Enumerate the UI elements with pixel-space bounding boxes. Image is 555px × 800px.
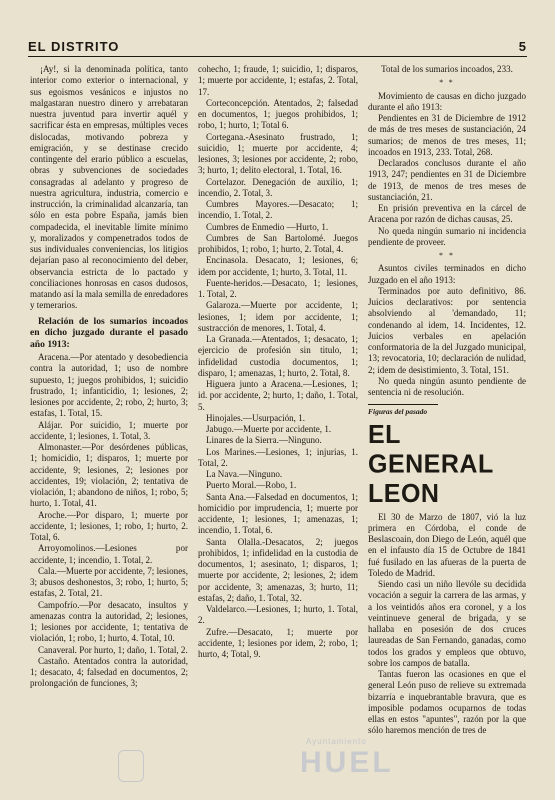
column-2 <box>198 64 358 784</box>
header-rule <box>28 56 527 57</box>
asterism: * * <box>439 78 455 88</box>
list-item: cohecho, 1; fraude, 1; suicidio, 1; disparos, 1; muerte por accidente, 1; estafas, 2. Total, 17. <box>198 64 358 97</box>
list-item: Valdelarco.—Lesiones, 1; hurto, 1. Total, 2. <box>198 604 358 626</box>
asterism: * * <box>439 251 455 260</box>
page-number: 5 <box>518 39 527 54</box>
section-label: Figuras del pasado <box>368 404 438 417</box>
list-item: Campofrío.—Por desacato, insultos y amenazas contra la autoridad, 2; lesiones, 1; lesiones por accidente, 1; tentativa de violación, 1; robo, 1; hurto, 4. Total, 10. <box>30 599 188 644</box>
list-item: Puerto Moral.—Robo, 1. <box>206 480 297 491</box>
list-item: Galaroza.—Muerte por accidente, 1; lesiones, 1; idem por accidente, 1; sustracción de menores, 1. Total, 4. <box>198 300 358 333</box>
list-item: Arroyomolinos.—Lesiones por accidente, 1; incendio, 1. Total, 2. <box>30 543 188 565</box>
paragraph: Pendientes en 31 de Diciembre de 1912 de más de tres meses de sustanciación, 24 sumarios; de menos de tres meses, 11; incoados en 1913, 233. Total, 268. <box>368 113 526 157</box>
page-header <box>28 36 527 54</box>
watermark-text: HUEL <box>300 746 394 779</box>
list-item: Linares de la Sierra.—Ninguno. <box>206 435 322 446</box>
paragraph: En prisión preventiva en la cárcel de Aracena por razón de dichas causas, 25. <box>368 203 526 225</box>
intro-paragraph: ¡Ay!, si la denominada política, tanto interior como exterior o internacional, y sus egoismos vesánicos e injustos no malgastaran nuestro dinero y arrebataran nuestra juventud para invertir aquél y sacrificar ésta en empresas, múltiples veces dislocadas, motivando pobreza y emigración, y se destinase crecido contingente del erario público a escuelas, obras y subvenciones de sociedades consagradas al adelanto y progreso de nuestra agricultura, industria, comercio e instrucción, la criminalidad alcanzaría, tan sólo en esta pobre España, jamás bien compadecida, el inevitable límite mínimo y, moralizados y compenetrados todos de sus individuales conveniencias, los litigios dejarían paso al reconocimiento del deber, observancia estricta de lo pactado y conciliaciones honrosas en casos dudosos, matando así la mala semilla de enredadores y temerarios. <box>30 64 188 311</box>
newspaper-title: EL DISTRITO <box>28 39 120 54</box>
list-item: La Nava.—Ninguno. <box>206 469 283 479</box>
paragraph: Declarados conclusos durante el año 1913, 247; pendientes en 31 de Diciembre de 1913, de menos de tres meses de sustanciación, 21. <box>368 158 526 202</box>
list-item: Cortegana.-Asesinato frustrado, 1; suicidio, 1; muerte por accidente, 4; lesiones, 3; lesiones por accidente, 2; robo, 3; hurto, 1; delito electoral, 1. Total, 16. <box>198 131 358 176</box>
list-item: Santa Olalla.-Desacatos, 2; juegos prohibidos, 1; infidelidad en la custodia de documentos, 1; asesinato, 1; disparos, 1; muerte por accidente, 2; lesiones, 2; idem por accidente, 3; amenazas, 3; hurto, 11; estafas, 2; daño, 1. Total, 32. <box>198 536 358 603</box>
list-item: Canaveral. Por hurto, 1; daño, 1. Total, 2. <box>38 644 188 655</box>
list-item: Cortelazor. Denegación de auxilio, 1; incendio, 2. Total, 3. <box>198 176 358 198</box>
total-sumarios: Total de los sumarios incoados, 233. <box>381 64 513 74</box>
paragraph: No queda ningún asunto pendiente de sentencia ni de resolución. <box>368 375 526 397</box>
list-item: Jabugo.—Muerte por accidente, 1. <box>206 424 332 434</box>
list-item: Cala.—Muerte por accidente, 7; lesiones, 3; abusos deshonestos, 3; robo, 1; hurto, 5; estafas, 2. Total, 21. <box>30 565 188 599</box>
paragraph: El 30 de Marzo de 1807, vió la luz primera en Córdoba, el conde de Beslascoain, don Diego de León, aquél que en el infausto día 15 de Octubre de 1841 fué fusilado en las afueras de la puerta de Toledo de Madrid. <box>368 511 526 578</box>
list-item: Almonaster.—Por desórdenes públicas, 1; homicidio, 1; disparos, 1; muerte por accidente, 9; lesiones, 2; lesiones por accidentes, 19; violación, 2; tentativa de violación, 1; abandono de niños, 1; robo, 5; hurto, 1. Total, 41. <box>30 442 188 509</box>
list-item: Aracena.—Por atentado y desobediencia contra la autoridad, 1; uso de nombre supuesto, 1; juegos prohibidos, 1; suicidio frustrado, 1; infanticidio, 1; lesiones, 2; lesiones por accidente, 2; robo, 2; hurto, 3; estafas, 1. Total, 15. <box>30 352 188 419</box>
article-title: EL GENERAL LEON <box>368 419 494 508</box>
paragraph: Terminados por auto definitivo, 86. Juicios declarativos: por sentencia absolviendo al 'demandado, 11; condenando al idem, 14. Incidentes, 12. Juicios verbales en apelación conformatoria de la del Juzgado municipal, 13; revocatoria, 10; declaración de nulidad, 2; idem de desistimiento, 3. Total, 151. <box>368 285 526 375</box>
paragraph: Siendo casi un niño llevóle su decidida vocación a seguir la carrera de las armas, y a los veintidós años era coronel, y a los veintinueve general de brigada, y se hallaba en posesión de dos cruces laureadas de San Fernando, ganadas, como todos los grados y empleos que obtuvo, sobre los campos de batalla. <box>368 579 526 668</box>
list-item: Cumbres de San Bartolomé. Juegos prohibidos, 1; robo, 1; hurto, 2. Total, 4. <box>198 232 358 254</box>
list-item: La Granada.—Atentados, 1; desacato, 1; ejercicio de profesión sin titulo, 1; infidelidad custodia documentos, 1; disparo, 1; amenazas, 1; hurto, 2. Total, 8. <box>198 334 358 378</box>
list-item: Corteconcepción. Atentados, 2; falsedad en documentos, 1; juegos prohibidos, 1; robo, 1; hurto, 1; Total 6. <box>198 97 358 131</box>
list-item: Fuente-heridos.—Desacato, 1; lesiones, 1. Total, 2. <box>198 277 358 299</box>
list-item: Cumbres Mayores.—Desacato; 1; incendio, 1. Total, 2. <box>198 199 358 221</box>
list-item: Los Marines.—Lesiones, 1; injurias, 1. Total, 2. <box>198 446 358 468</box>
paragraph: No queda ningún sumario ni incidencia pendiente de proveer. <box>368 225 526 247</box>
watermark-text-small: Ayuntamiento <box>306 737 367 746</box>
list-item: Aroche.—Por disparo, 1; muerte por accidente, 1; lesiones, 1; robo, 1; hurto, 2. Total, 6. <box>30 509 188 542</box>
list-item: Santa Ana.—Falsedad en documentos, 1; homicidio por imprudencia, 1; muerte por accidente, 1; lesiones, 1; amenazas, 1; incendio, 1. Total, 6. <box>198 491 358 536</box>
movimiento-heading: Movimiento de causas en dicho juzgado durante el año 1913: <box>368 90 526 112</box>
list-item: Cumbres de Enmedio —Hurto, 1. <box>206 221 329 232</box>
list-item: Higuera junto a Aracena.—Lesiones, 1; id. por accidente, 2; hurto, 1; daño, 1. Total, 5. <box>198 379 358 412</box>
list-item: Alájar. Por suicidio, 1; muerte por accidente, 1; lesiones, 1. Total, 3. <box>30 419 188 441</box>
column-1 <box>30 64 188 784</box>
list-item: Zufre.—Desacato, 1; muerte por accidente, 1; lesiones por idem, 2; robo, 1; hurto, 4; Total, 9. <box>198 626 358 659</box>
list-item: Encinasola. Desacato, 1; lesiones, 6; idem por accidente, 1; hurto, 3. Total, 11. <box>198 255 358 277</box>
list-item: Castaño. Atentados contra la autoridad, 1; desacato, 4; falsedad en documentos, 2; prolongación de funciones, 3; <box>30 655 188 689</box>
library-seal-watermark <box>118 750 144 782</box>
civiles-heading: Asuntos civiles terminados en dicho Juzgado en el año 1913: <box>368 263 526 285</box>
column-3 <box>368 64 526 784</box>
list-item: Hinojales.—Usurpación, 1. <box>206 412 305 423</box>
paragraph: Tantas fueron las ocasiones en que el general León puso de relieve su extremada bizarría e inquebrantable bravura, que es imposible podamos ocuparnos de todas ellas en estos "apuntes", razón por la que sólo haremos mención de tres de <box>368 669 526 736</box>
sumarios-heading: Relación de los sumarios incoados en dicho juzgado durante el pasado año 1913: <box>30 315 188 350</box>
